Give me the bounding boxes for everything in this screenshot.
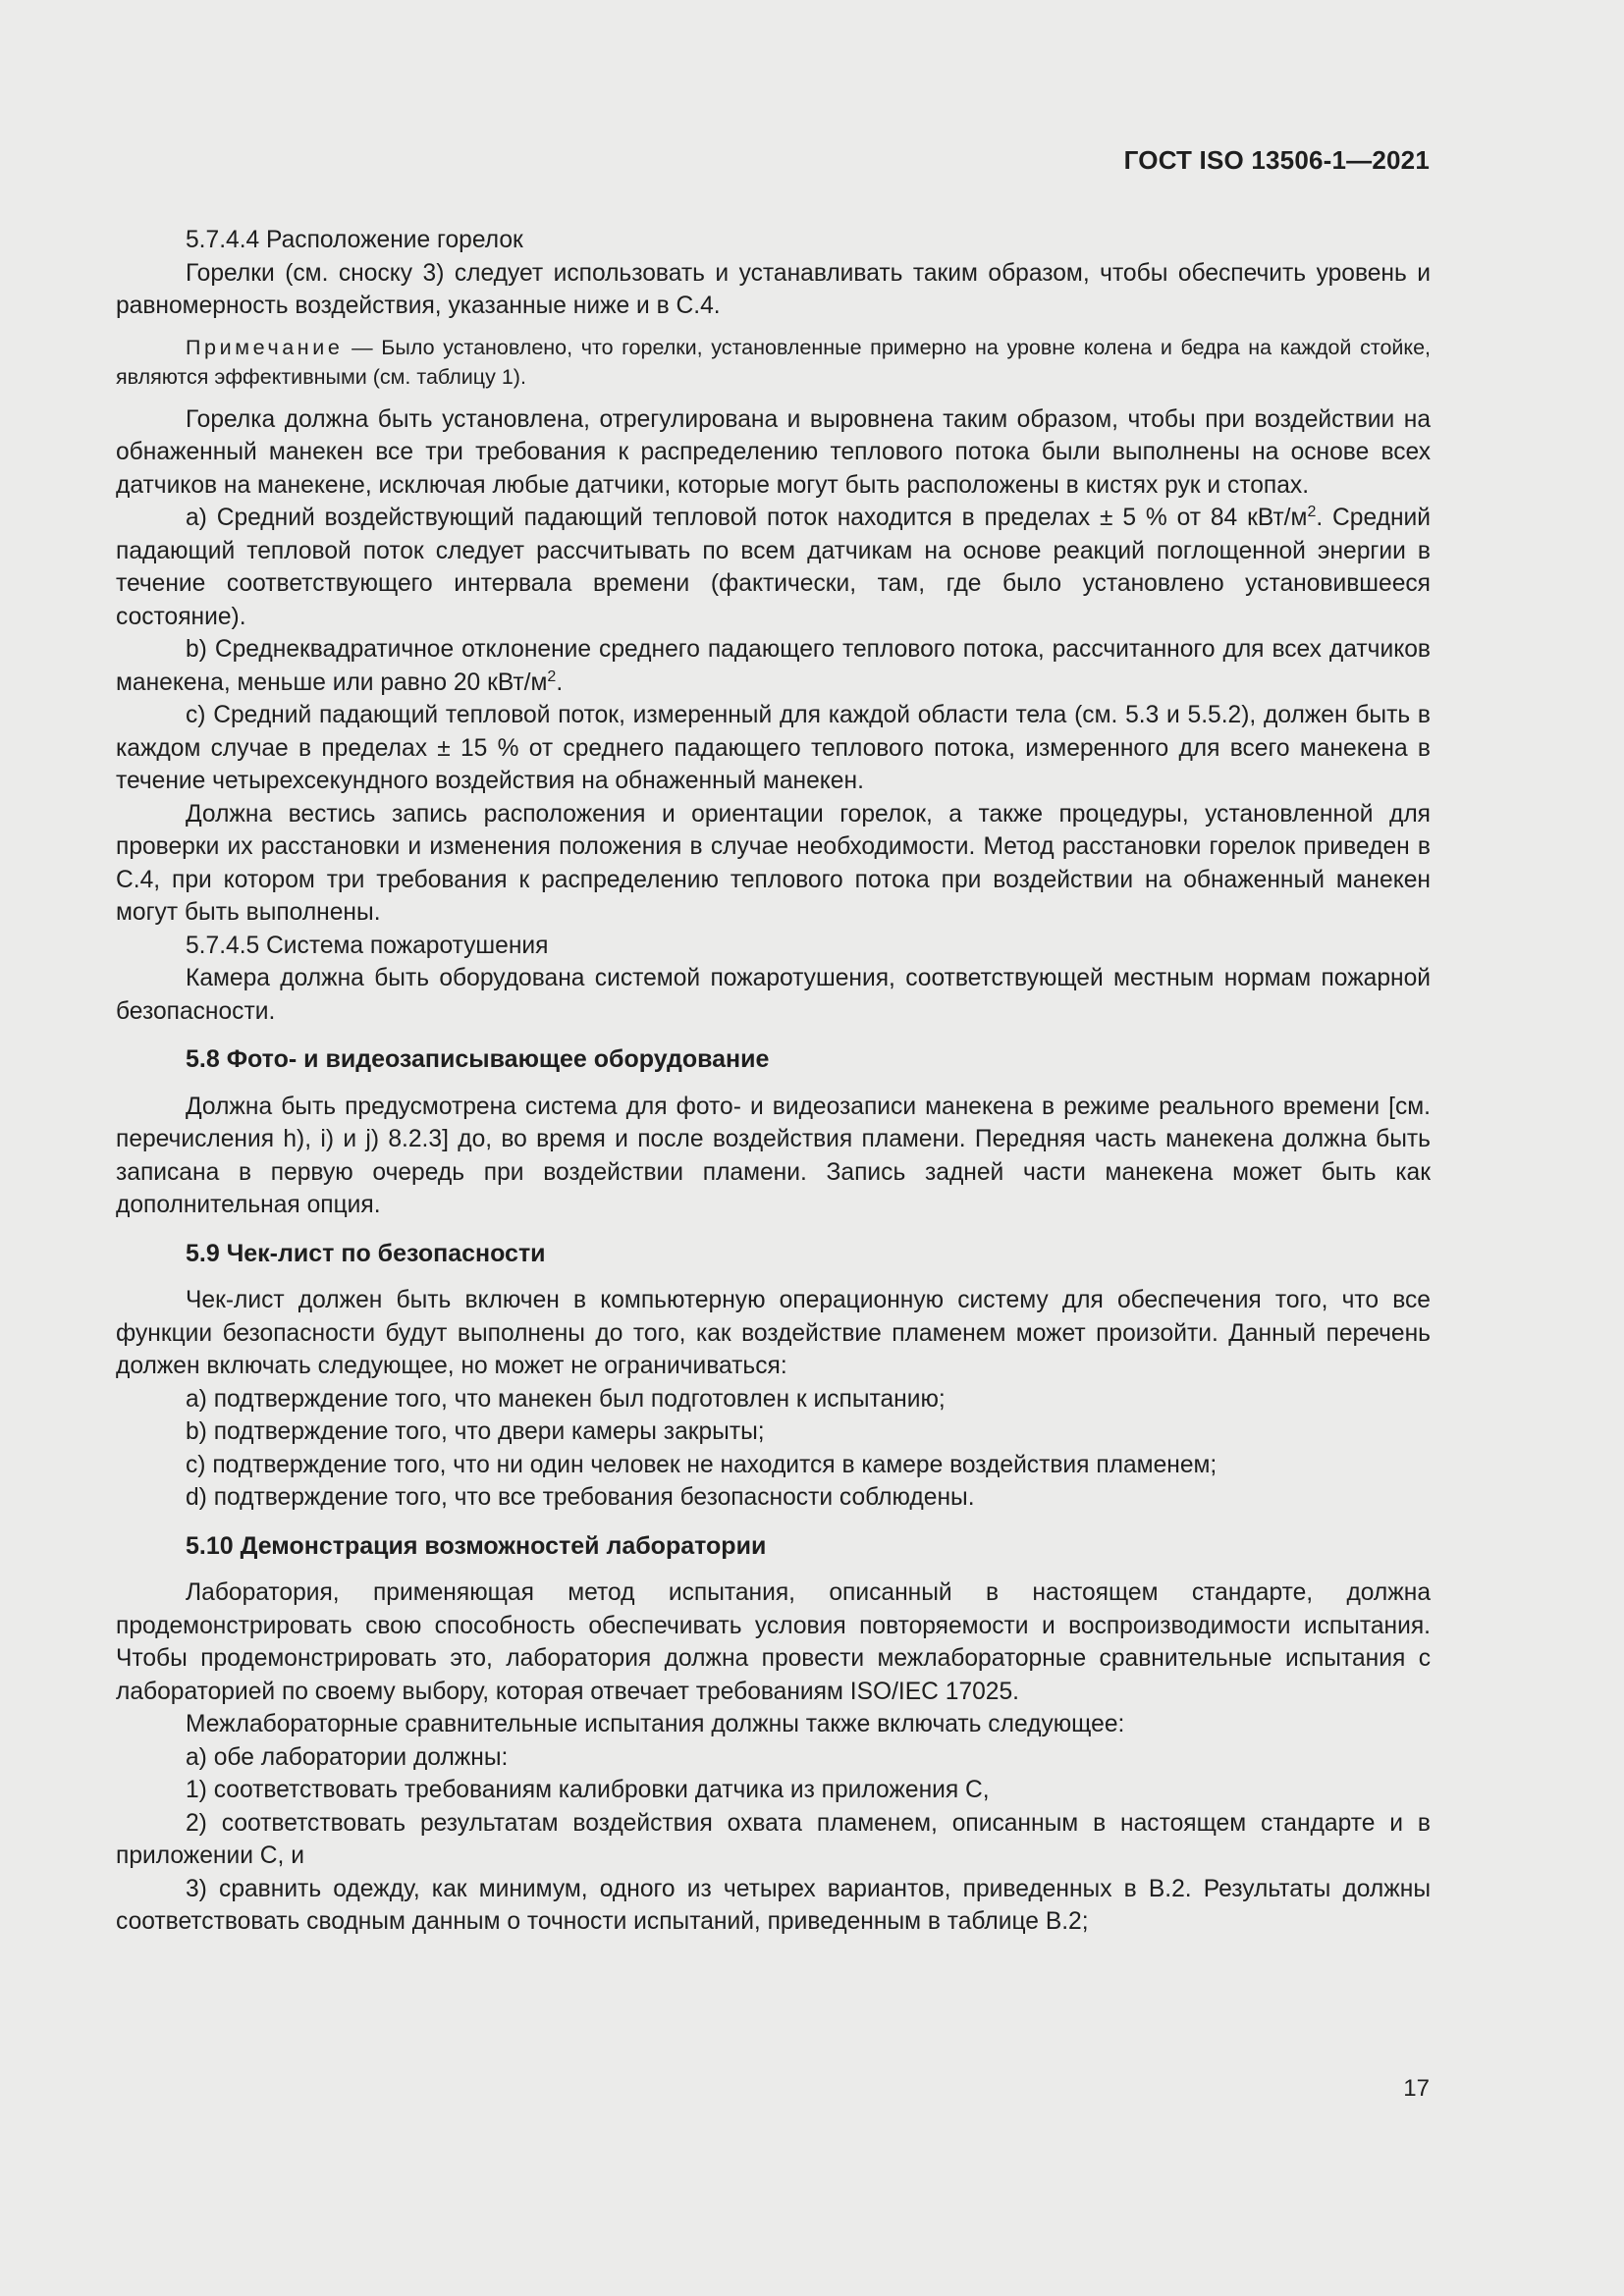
subsection-title-5-7-4-4: 5.7.4.4 Расположение горелок bbox=[186, 227, 523, 253]
paragraph: Должна быть предусмотрена система для фото- и видеозаписи манекена в режиме реального времени [см. перечисления h), i) и j) 8.2.3] до, во время и после воздействия пламени. Передняя часть манекена должна быть записана в первую очередь при воздействии пламени. Запись задней части манекена может быть как дополнительная опция. bbox=[116, 1093, 1431, 1218]
section-heading-5-8: 5.8 Фото- и видеозаписывающее оборудование bbox=[186, 1045, 770, 1073]
note-label: Примечание bbox=[186, 335, 344, 359]
list-item: b) подтверждение того, что двери камеры закрыты; bbox=[186, 1418, 765, 1445]
document-code-header: ГОСТ ISO 13506-1—2021 bbox=[1123, 145, 1430, 175]
sub-list-item-1: 1) соответствовать требованиям калибровки датчика из приложения С, bbox=[186, 1777, 990, 1803]
section-heading-5-10: 5.10 Демонстрация возможностей лаборатории bbox=[186, 1531, 767, 1560]
list-item: d) подтверждение того, что все требования безопасности соблюдены. bbox=[186, 1484, 975, 1511]
note bbox=[116, 333, 1431, 392]
superscript: 2 bbox=[1307, 503, 1317, 520]
list-item-a: a) обе лаборатории должны: bbox=[186, 1743, 509, 1771]
list-item-text: b) Среднеквадратичное отклонение среднего падающего теплового потока, рассчитанного для всех датчиков манекена, меньше или равно 20 кВт/м bbox=[116, 636, 1431, 696]
list-item-a bbox=[116, 502, 1431, 633]
list-item-b bbox=[116, 633, 1431, 699]
list-item: a) подтверждение того, что манекен был подготовлен к испытанию; bbox=[186, 1385, 946, 1413]
list-item-text: . bbox=[556, 668, 564, 696]
list-item-text: a) Средний воздействующий падающий тепловой поток находится в пределах ± 5 % от 84 кВт/м bbox=[186, 505, 1308, 531]
list-item: c) подтверждение того, что ни один человек не находится в камере воздействия пламенем; bbox=[186, 1451, 1218, 1478]
page-content bbox=[116, 224, 1431, 1939]
paragraph: Горелка должна быть установлена, отрегулирована и выровнена таким образом, чтобы при воздействии на обнаженный манекен все три требования к распределению теплового потока были выполнены на основе всех датчиков на манекене, исключая любые датчики, которые могут быть расположены в кистях рук и стопах. bbox=[116, 405, 1431, 499]
superscript: 2 bbox=[547, 667, 557, 685]
paragraph: Должна вестись запись расположения и ориентации горелок, а также процедуры, установленной для проверки их расстановки и изменения положения в случае необходимости. Метод расстановки горелок приведен в С.4, при котором три требования к распределению теплового потока при воздействии на обнаженный манекен могут быть выполнены. bbox=[116, 800, 1431, 926]
list-item-c: c) Средний падающий тепловой поток, измеренный для каждой области тела (см. 5.3 и 5.5.2), должен быть в каждом случае в пределах ± 15 % от среднего падающего теплового потока, измеренного для всего манекена в течение четырехсекундного воздействия на обнаженный манекен. bbox=[116, 702, 1431, 794]
page-number: 17 bbox=[1403, 2075, 1430, 2102]
list-item-text: . Средний падающий тепловой поток следует рассчитывать по всем датчикам на основе реакций поглощенной энергии в течение соответствующего интервала времени (фактически, там, где было установлено установившееся состояние). bbox=[116, 505, 1432, 630]
note-text: — Было установлено, что горелки, установленные примерно на уровне колена и бедра на каждой стойке, являются эффективными (см. таблицу 1). bbox=[116, 335, 1431, 389]
sub-list-item-3: 3) сравнить одежду, как минимум, одного из четырех вариантов, приведенных в В.2. Результаты должны соответствовать сводным данным о точности испытаний, приведенным в таблице В.2; bbox=[116, 1875, 1431, 1935]
paragraph: Межлабораторные сравнительные испытания должны также включать следующее: bbox=[186, 1711, 1125, 1737]
section-heading-5-9: 5.9 Чек-лист по безопасности bbox=[186, 1239, 546, 1267]
paragraph: Камера должна быть оборудована системой пожаротушения, соответствующей местным нормам пожарной безопасности. bbox=[116, 965, 1431, 1025]
paragraph: Горелки (см. сноску 3) следует использовать и устанавливать таким образом, чтобы обеспечить уровень и равномерность воздействия, указанные ниже и в С.4. bbox=[116, 259, 1431, 319]
paragraph: Чек-лист должен быть включен в компьютерную операционную систему для обеспечения того, что все функции безопасности будут выполнены до того, как воздействие пламенем может произойти. Данный перечень должен включать следующее, но может не ограничиваться: bbox=[116, 1287, 1431, 1379]
subsection-title-5-7-4-5: 5.7.4.5 Система пожаротушения bbox=[186, 932, 549, 959]
sub-list-item-2: 2) соответствовать результатам воздействия охвата пламенем, описанным в настоящем стандарте и в приложении С, и bbox=[116, 1809, 1431, 1869]
paragraph: Лаборатория, применяющая метод испытания, описанный в настоящем стандарте, должна продемонстрировать свою способность обеспечивать условия повторяемости и воспроизводимости испытания. Чтобы продемонстрировать это, лаборатория должна провести межлабораторные сравнительные испытания с лабораторией по своему выбору, которая отвечает требованиям ISO/IEC 17025. bbox=[116, 1579, 1431, 1705]
